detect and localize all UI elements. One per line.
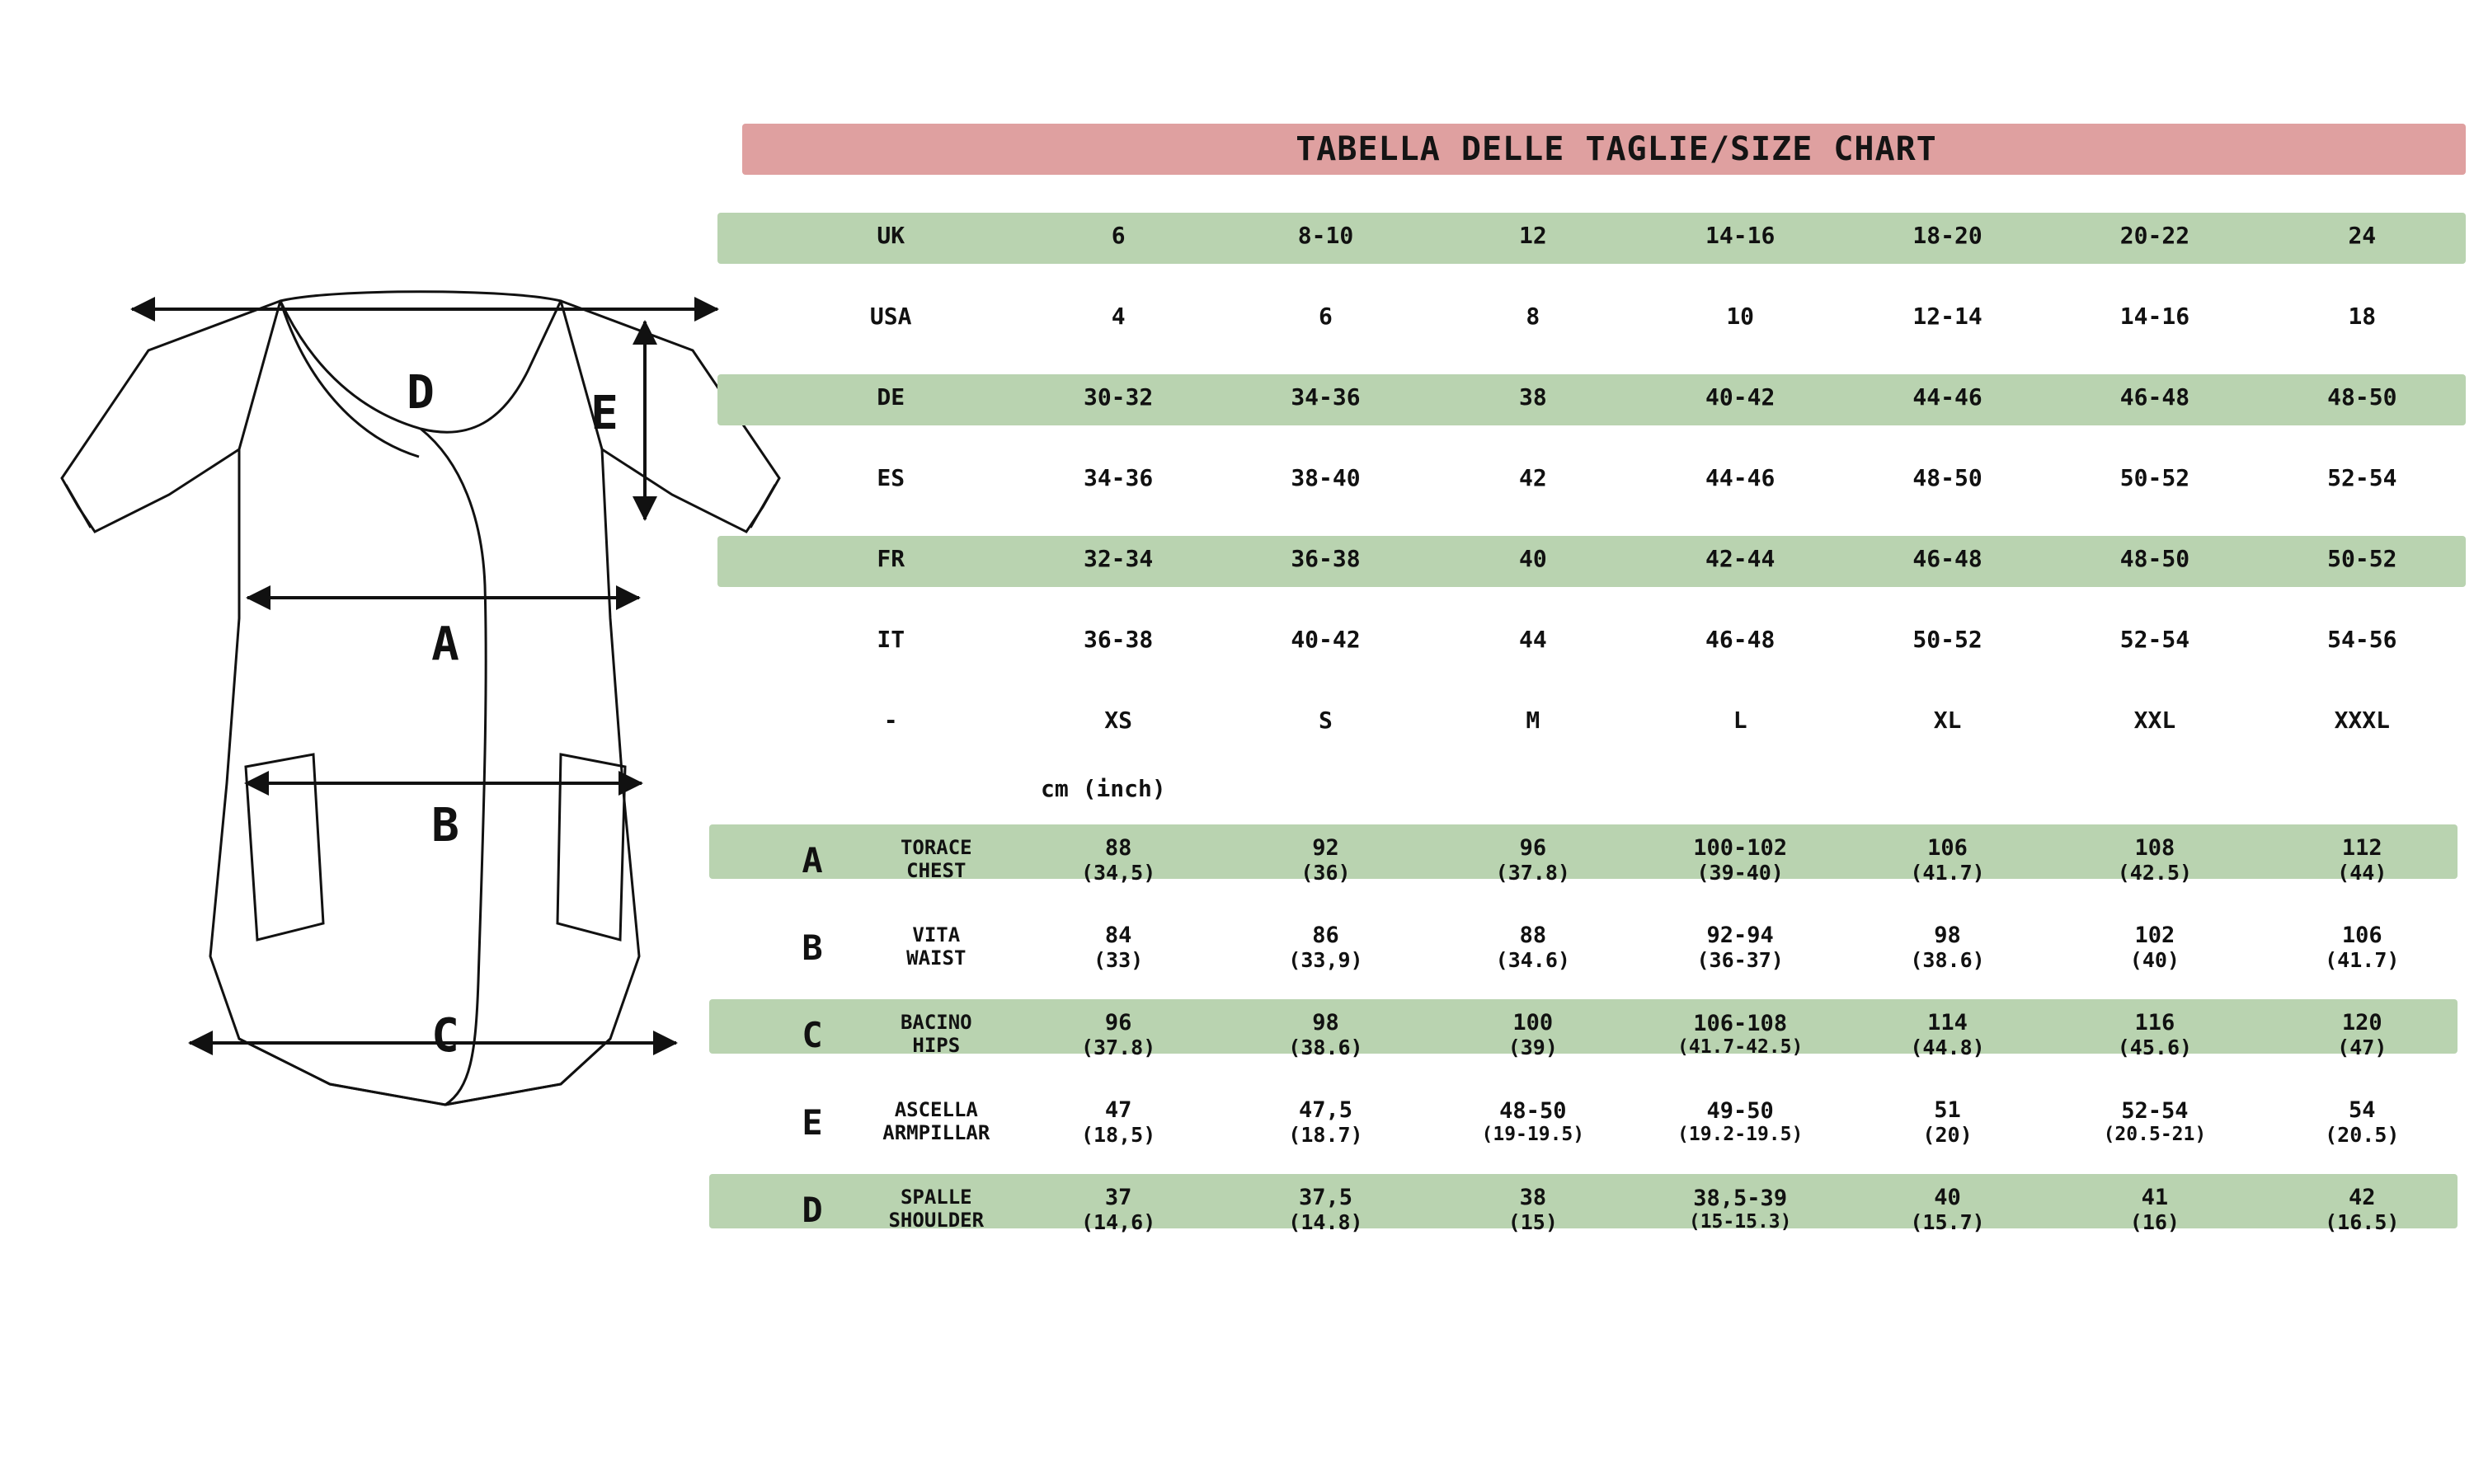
measure-name-it: VITA: [912, 923, 961, 947]
cm-value: 49-50: [1706, 1098, 1774, 1124]
size-value: 54-56: [2327, 625, 2397, 653]
inch-value: (36): [1300, 861, 1351, 885]
international-size-table: [767, 195, 2466, 760]
size-value: 18: [2348, 302, 2377, 330]
inch-value: (41.7): [1910, 861, 1985, 885]
cm-value: 88: [1104, 834, 1132, 861]
cm-value: 52-54: [2121, 1098, 2189, 1124]
size-value: 34-36: [1083, 463, 1154, 491]
size-value: 36-38: [1291, 544, 1361, 572]
inch-value: (36-37): [1696, 948, 1784, 973]
measure-cell: [2259, 904, 2466, 991]
table-row: [767, 599, 2466, 679]
size-value: 44-46: [1912, 383, 1982, 411]
cm-value: 116: [2134, 1009, 2175, 1036]
inch-value: (47): [2337, 1036, 2387, 1060]
size-value: 40: [1518, 544, 1547, 572]
inch-value: (34,5): [1080, 861, 1156, 885]
size-system-label: FR: [877, 544, 905, 572]
size-value: 30-32: [1083, 383, 1154, 411]
measure-cell: [1014, 816, 1221, 904]
measure-cell: [1014, 1078, 1221, 1166]
measure-cell: [1429, 991, 1636, 1078]
table-row: [767, 1078, 2466, 1166]
measure-name-en: CHEST: [906, 859, 967, 882]
cm-value: 92-94: [1706, 922, 1774, 948]
inch-value: (16.5): [2325, 1210, 2400, 1235]
size-value: 12: [1518, 221, 1547, 249]
measure-letter: D: [802, 1189, 823, 1230]
inch-value: (37.8): [1080, 1036, 1156, 1060]
size-value: 4: [1111, 302, 1126, 330]
inch-value: (40): [2129, 948, 2180, 973]
marker-E: E: [590, 387, 618, 440]
cm-value: 100: [1512, 1009, 1554, 1036]
measure-name: [858, 1078, 1014, 1166]
size-value: 44-46: [1705, 463, 1776, 491]
measure-name-it: ASCELLA: [894, 1098, 978, 1122]
measure-cell: [1429, 1166, 1636, 1253]
size-value: 48-50: [2119, 544, 2190, 572]
table-row: [767, 356, 2466, 437]
measure-cell: [1844, 1078, 2051, 1166]
inch-value: (39): [1507, 1036, 1558, 1060]
size-value: M: [1526, 706, 1540, 734]
measure-name-en: WAIST: [906, 946, 967, 970]
inch-value: (33,9): [1288, 948, 1363, 973]
table-row: [767, 1166, 2466, 1253]
size-system-label: ES: [877, 463, 905, 491]
measure-cell: [1429, 816, 1636, 904]
inch-value: (38.6): [1910, 948, 1985, 973]
measure-cell: [1637, 816, 1844, 904]
cm-value: 106: [1927, 834, 1968, 861]
measure-cell: [1014, 991, 1221, 1078]
measure-cell: [1844, 904, 2051, 991]
measure-letter: A: [802, 839, 823, 881]
table-row: [767, 904, 2466, 991]
cm-value: 96: [1104, 1009, 1132, 1036]
size-value: 34-36: [1291, 383, 1361, 411]
size-chart: [767, 124, 2466, 1319]
size-value: 8: [1526, 302, 1540, 330]
size-value: 50-52: [1912, 625, 1982, 653]
size-system-label: -: [883, 706, 898, 734]
cm-value: 98: [1934, 922, 1961, 948]
cm-value: 102: [2134, 922, 2175, 948]
inch-value: (15-15.3): [1688, 1211, 1792, 1233]
cm-value: 41: [2141, 1184, 2169, 1210]
inch-value: (16): [2129, 1210, 2180, 1235]
inch-value: (41.7): [2325, 948, 2400, 973]
measure-cell: [1637, 1166, 1844, 1253]
inch-value: (44): [2337, 861, 2387, 885]
measure-cell: [1014, 1166, 1221, 1253]
size-value: 52-54: [2119, 625, 2190, 653]
measure-cell: [2051, 991, 2258, 1078]
measure-cell: [2259, 1078, 2466, 1166]
inch-value: (34.6): [1495, 948, 1570, 973]
cm-value: 100-102: [1693, 834, 1788, 861]
cm-value: 88: [1519, 922, 1547, 948]
measure-cell: [2051, 904, 2258, 991]
measure-cell: [1014, 904, 1221, 991]
size-value: L: [1733, 706, 1747, 734]
size-value: XS: [1104, 706, 1132, 734]
marker-A: A: [431, 618, 459, 671]
inch-value: (20): [1922, 1123, 1973, 1148]
cm-value: 84: [1104, 922, 1132, 948]
measure-cell: [2051, 816, 2258, 904]
size-value: 32-34: [1083, 544, 1154, 572]
cm-value: 47,5: [1298, 1097, 1352, 1123]
measure-cell: [1844, 816, 2051, 904]
cm-value: 51: [1934, 1097, 1961, 1123]
size-value: 38: [1518, 383, 1547, 411]
size-value: 46-48: [1912, 544, 1982, 572]
size-value: 18-20: [1912, 221, 1982, 249]
measure-cell: [2259, 991, 2466, 1078]
size-value: 44: [1518, 625, 1547, 653]
measure-cell: [2259, 1166, 2466, 1253]
measure-cell: [1222, 991, 1429, 1078]
cm-value: 37: [1104, 1184, 1132, 1210]
size-value: 48-50: [2327, 383, 2397, 411]
size-value: 50-52: [2119, 463, 2190, 491]
cm-value: 98: [1312, 1009, 1339, 1036]
inch-value: (45.6): [2117, 1036, 2193, 1060]
measure-letter: B: [802, 927, 823, 968]
size-value: 20-22: [2119, 221, 2190, 249]
table-row: [767, 816, 2466, 904]
cm-value: 112: [2341, 834, 2382, 861]
size-value: 6: [1319, 302, 1333, 330]
size-value: 6: [1111, 221, 1126, 249]
measure-name-it: BACINO: [900, 1011, 972, 1035]
inch-value: (44.8): [1910, 1036, 1985, 1060]
size-value: 52-54: [2327, 463, 2397, 491]
inch-value: (14,6): [1080, 1210, 1156, 1235]
size-value: XXXL: [2334, 706, 2391, 734]
size-system-label: IT: [877, 625, 905, 653]
inch-value: (33): [1093, 948, 1144, 973]
size-value: XL: [1933, 706, 1962, 734]
cm-value: 37,5: [1298, 1184, 1352, 1210]
table-row: [767, 518, 2466, 599]
inch-value: (18.7): [1288, 1123, 1363, 1148]
cm-value: 42: [2349, 1184, 2376, 1210]
measure-cell: [1637, 904, 1844, 991]
size-system-label: USA: [869, 302, 912, 330]
size-value: 12-14: [1912, 302, 1982, 330]
size-value: 48-50: [1912, 463, 1982, 491]
size-value: XXL: [2133, 706, 2176, 734]
table-row: [767, 991, 2466, 1078]
measure-letter: E: [802, 1101, 823, 1143]
inch-value: (42.5): [2117, 861, 2193, 885]
cm-value: 108: [2134, 834, 2175, 861]
size-system-label: UK: [877, 221, 905, 249]
inch-value: (20.5-21): [2103, 1124, 2207, 1146]
inch-value: (37.8): [1495, 861, 1570, 885]
cm-value: 40: [1934, 1184, 1961, 1210]
measure-cell: [1637, 1078, 1844, 1166]
measure-name-it: TORACE: [900, 836, 972, 860]
size-value: S: [1319, 706, 1333, 734]
cm-value: 114: [1927, 1009, 1968, 1036]
measure-name-it: SPALLE: [900, 1186, 972, 1209]
measure-cell: [1429, 1078, 1636, 1166]
measure-name-en: SHOULDER: [888, 1209, 985, 1232]
size-value: 40-42: [1705, 383, 1776, 411]
size-value: 14-16: [2119, 302, 2190, 330]
measure-name: [858, 1166, 1014, 1253]
marker-B: B: [431, 799, 459, 852]
measure-cell: [1222, 1078, 1429, 1166]
inch-value: (15.7): [1910, 1210, 1985, 1235]
measure-cell: [1844, 991, 2051, 1078]
cm-value: 120: [2341, 1009, 2382, 1036]
size-value: 46-48: [1705, 625, 1776, 653]
inch-value: (19-19.5): [1481, 1124, 1585, 1146]
cm-value: 38: [1519, 1184, 1547, 1210]
measure-cell: [2259, 816, 2466, 904]
inch-value: (39-40): [1696, 861, 1784, 885]
size-value: 50-52: [2327, 544, 2397, 572]
size-value: 14-16: [1705, 221, 1776, 249]
measure-name: [858, 904, 1014, 991]
measure-cell: [1844, 1166, 2051, 1253]
inch-value: (18,5): [1080, 1123, 1156, 1148]
inch-value: (20.5): [2325, 1123, 2400, 1148]
size-value: 42: [1518, 463, 1547, 491]
measure-name: [858, 816, 1014, 904]
cm-value: 47: [1104, 1097, 1132, 1123]
table-row: [767, 195, 2466, 275]
size-value: 46-48: [2119, 383, 2190, 411]
size-value: 38-40: [1291, 463, 1361, 491]
cm-value: 48-50: [1499, 1098, 1567, 1124]
measure-cell: [1429, 904, 1636, 991]
cm-value: 92: [1312, 834, 1339, 861]
size-system-label: DE: [877, 383, 905, 411]
cm-value: 86: [1312, 922, 1339, 948]
size-value: 24: [2348, 221, 2377, 249]
cm-value: 38,5-39: [1693, 1186, 1788, 1211]
measure-cell: [1222, 816, 1429, 904]
table-row: [767, 679, 2466, 760]
measure-cell: [1637, 991, 1844, 1078]
inch-value: (19.2-19.5): [1677, 1124, 1804, 1146]
measurement-table: [767, 816, 2466, 1253]
marker-C: C: [431, 1009, 459, 1063]
measure-cell: [2051, 1078, 2258, 1166]
inch-value: (38.6): [1288, 1036, 1363, 1060]
inch-value: (41.7-42.5): [1677, 1036, 1804, 1059]
measure-name: [858, 991, 1014, 1078]
size-value: 36-38: [1083, 625, 1154, 653]
page-title: TABELLA DELLE TAGLIE/SIZE CHART: [1296, 130, 1937, 168]
table-row: [767, 437, 2466, 518]
measure-cell: [1222, 1166, 1429, 1253]
measure-name-en: HIPS: [912, 1034, 961, 1057]
measure-cell: [2051, 1166, 2258, 1253]
garment-illustration: [33, 272, 816, 1146]
size-value: 42-44: [1705, 544, 1776, 572]
marker-D: D: [407, 366, 435, 420]
measure-letter: C: [802, 1014, 823, 1055]
cm-value: 106: [2341, 922, 2382, 948]
cm-value: 54: [2349, 1097, 2376, 1123]
cm-value: 106-108: [1693, 1011, 1788, 1036]
table-row: [767, 275, 2466, 356]
cm-value: 96: [1519, 834, 1547, 861]
inch-value: (15): [1507, 1210, 1558, 1235]
size-value: 40-42: [1291, 625, 1361, 653]
measure-name-en: ARMPILLAR: [882, 1121, 990, 1144]
units-label: cm (inch): [1041, 775, 1166, 802]
measure-cell: [1222, 904, 1429, 991]
size-value: 8-10: [1297, 221, 1354, 249]
inch-value: (14.8): [1288, 1210, 1363, 1235]
size-value: 10: [1726, 302, 1755, 330]
